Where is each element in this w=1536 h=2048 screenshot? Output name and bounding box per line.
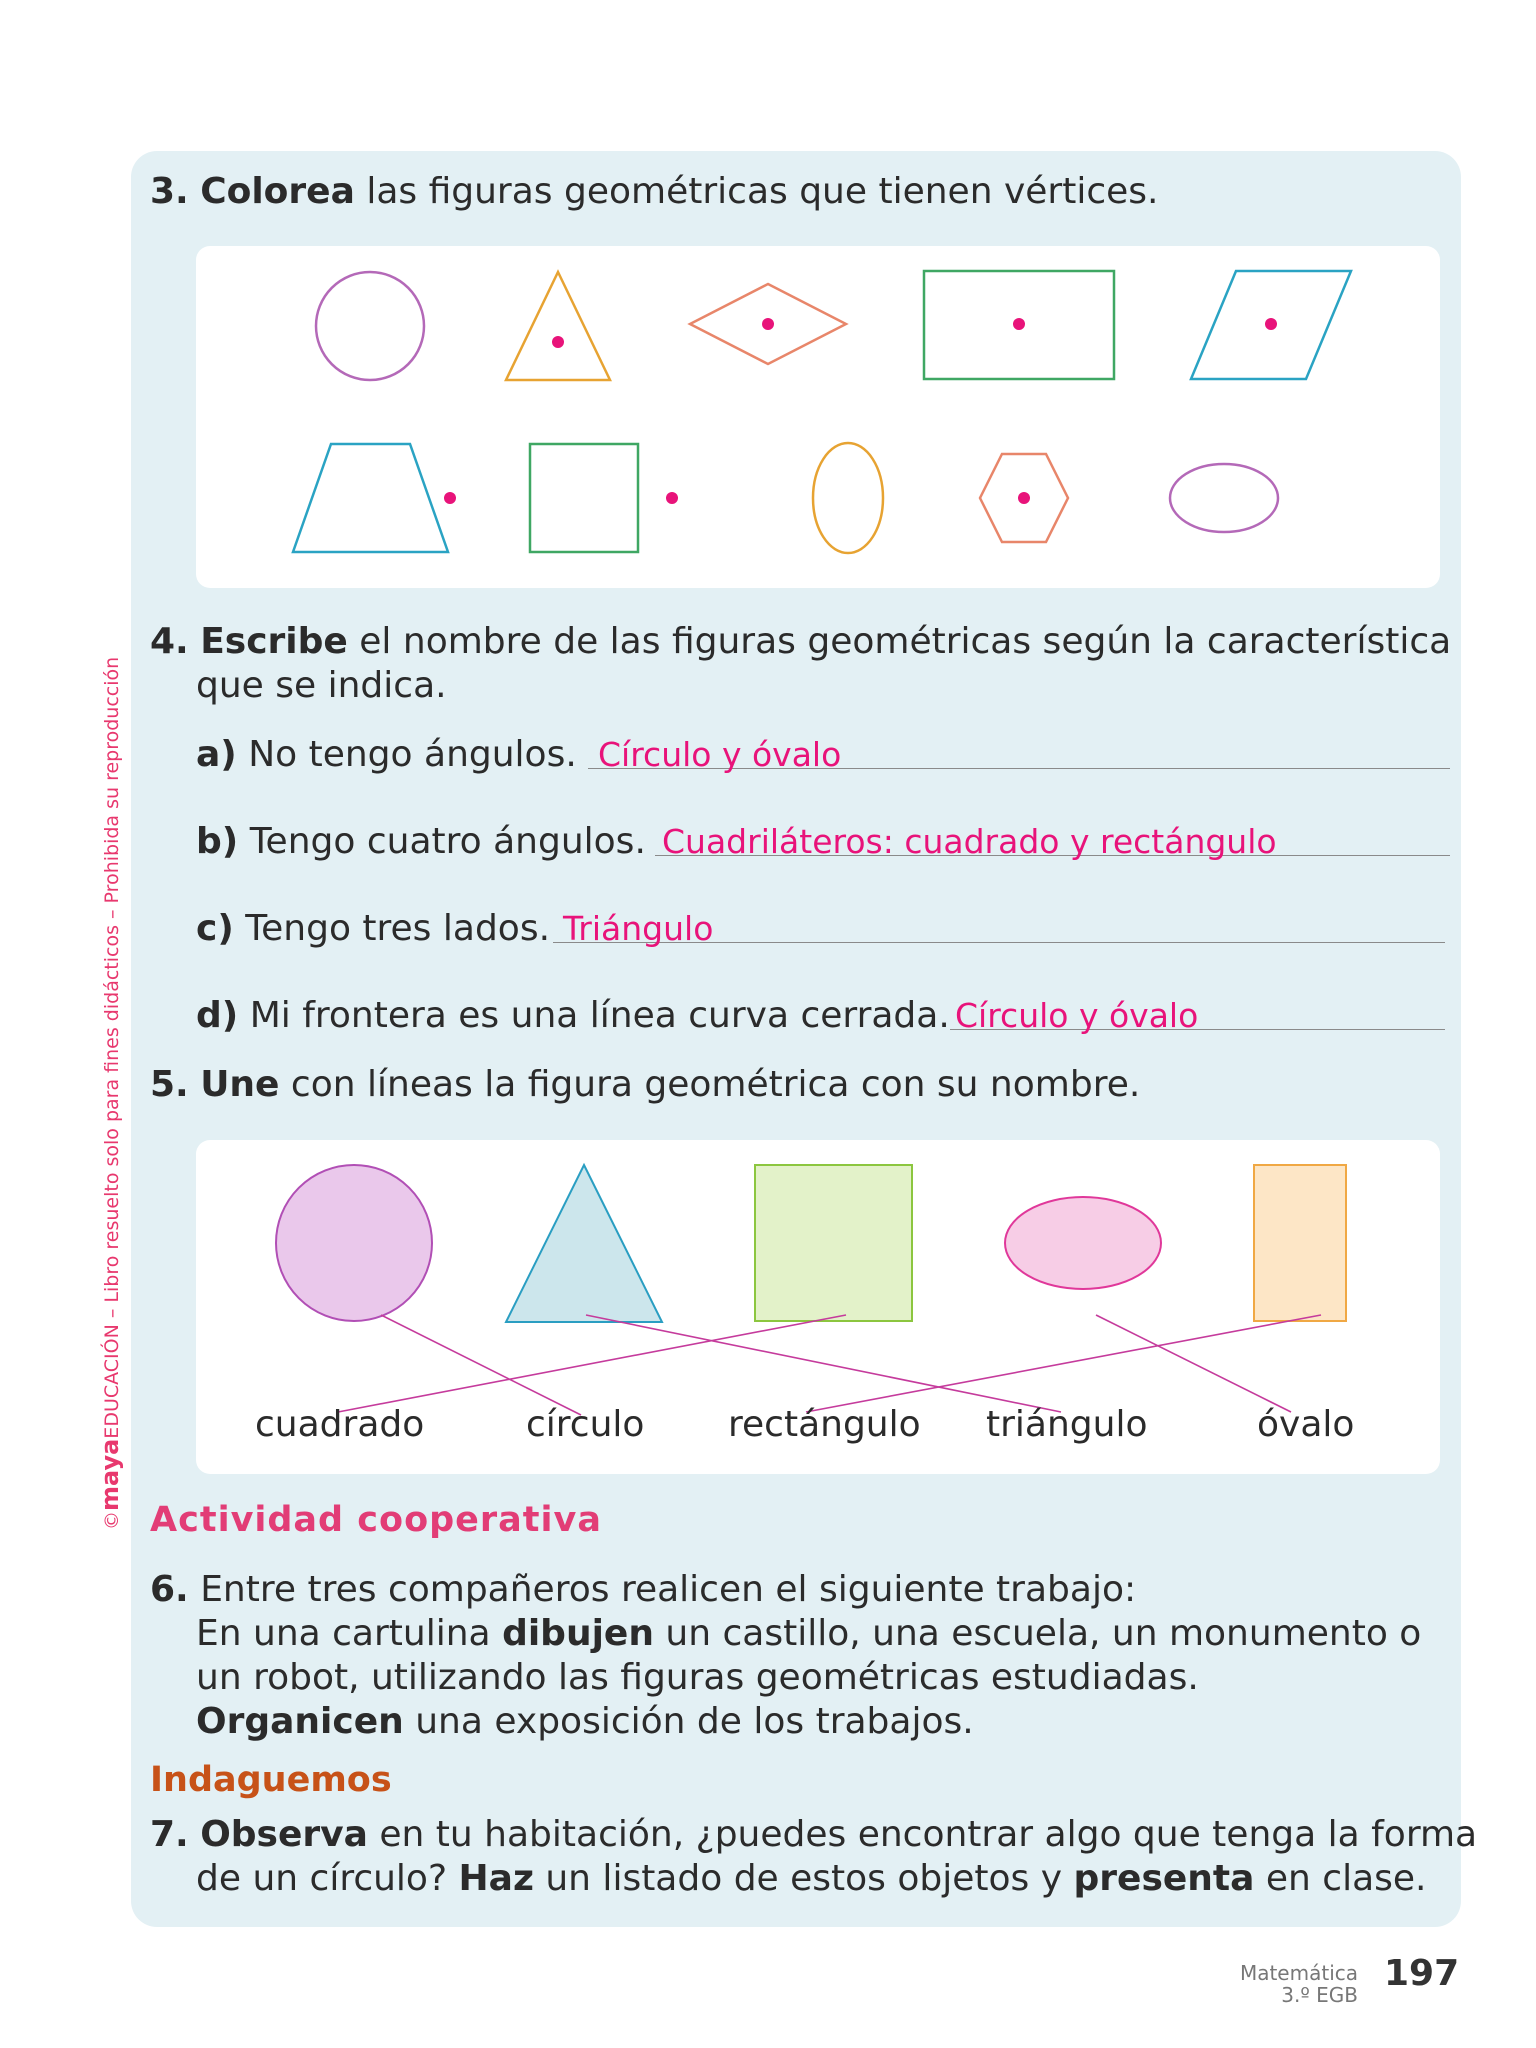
page-number: 197	[1384, 1953, 1460, 1994]
question-6-line4	[196, 1700, 974, 1744]
vertex-dot	[1018, 492, 1030, 504]
answer-4c: Triángulo	[563, 909, 714, 948]
question-text: una exposición de los trabajos.	[415, 1701, 974, 1742]
horizontal-oval-shape	[1170, 464, 1278, 532]
vertex-dot	[1265, 318, 1277, 330]
vertex-dot	[444, 492, 456, 504]
answer-4d: Círculo y óvalo	[955, 996, 1199, 1035]
question-number: 5.	[150, 1064, 189, 1105]
question-verb: presenta	[1073, 1858, 1255, 1899]
question-text: las figuras geométricas que tienen vértices.	[366, 171, 1159, 212]
trapezoid-shape	[293, 444, 448, 552]
match-oval-shape	[1005, 1197, 1161, 1289]
match-line-circle	[381, 1315, 581, 1415]
question-verb: Organicen	[196, 1701, 404, 1742]
match-line-square	[338, 1315, 846, 1412]
question-6-line2	[196, 1612, 1421, 1656]
question-text: En una cartulina	[196, 1613, 491, 1654]
question-verb: Observa	[200, 1814, 368, 1855]
shapes-box-vertices	[196, 246, 1440, 588]
answer-4a: Círculo y óvalo	[598, 735, 842, 774]
vertex-dot	[666, 492, 678, 504]
question-text: un robot, utilizando las figuras geométricas estudiadas.	[196, 1657, 1199, 1698]
section-heading-inquiry: Indaguemos	[150, 1760, 392, 1800]
question-verb: dibujen	[502, 1613, 654, 1654]
item-4d	[196, 994, 950, 1038]
question-text: un listado de estos objetos y	[545, 1858, 1063, 1899]
item-letter: a)	[196, 734, 237, 775]
question-text: de un círculo?	[196, 1858, 448, 1899]
section-heading-cooperative: Actividad cooperativa	[150, 1500, 602, 1540]
triangle-shape	[506, 272, 610, 380]
item-letter: d)	[196, 995, 239, 1036]
item-4b	[196, 820, 646, 864]
question-3	[150, 170, 1158, 214]
question-4-line2	[196, 664, 447, 708]
item-letter: b)	[196, 821, 239, 862]
question-verb: Une	[200, 1064, 280, 1105]
question-number: 6.	[150, 1569, 189, 1610]
question-text: en tu habitación, ¿puedes encontrar algo que tenga la forma	[379, 1814, 1478, 1855]
match-circle-shape	[276, 1165, 432, 1321]
question-6	[150, 1568, 1136, 1612]
question-6-line3	[196, 1656, 1199, 1700]
question-text: Entre tres compañeros realicen el siguiente trabajo:	[200, 1569, 1137, 1610]
sidebar-text: EDUCACIÓN – Libro resuelto solo para fines didácticos – Prohibida su reproducción	[101, 656, 123, 1439]
label-ovalo: óvalo	[1257, 1404, 1355, 1445]
footer-grade: 3.º EGB	[1281, 1983, 1358, 2007]
item-text: Mi frontera es una línea curva cerrada.	[249, 995, 950, 1036]
vertex-dot	[1013, 318, 1025, 330]
question-7-line2	[196, 1857, 1427, 1901]
question-text: que se indica.	[196, 665, 447, 706]
match-triangle-shape	[506, 1165, 662, 1322]
question-text: en clase.	[1265, 1858, 1427, 1899]
brand-logo-text: maya	[96, 1438, 124, 1511]
match-rectangle-shape	[1254, 1165, 1346, 1321]
match-line-triangle	[586, 1315, 1061, 1412]
copyright-sidebar	[96, 657, 124, 1530]
question-number: 7.	[150, 1814, 189, 1855]
item-letter: c)	[196, 908, 234, 949]
label-triangulo: triángulo	[986, 1404, 1148, 1445]
vertex-dot	[762, 318, 774, 330]
item-text: Tengo tres lados.	[245, 908, 551, 949]
question-text: con líneas la figura geométrica con su nombre.	[290, 1064, 1141, 1105]
question-4	[150, 620, 1451, 664]
question-text: un castillo, una escuela, un monumento o	[665, 1613, 1422, 1654]
question-5	[150, 1063, 1140, 1107]
question-number: 4.	[150, 621, 189, 662]
question-verb: Escribe	[200, 621, 348, 662]
copyright-symbol: ©	[101, 1511, 123, 1530]
question-number: 3.	[150, 171, 189, 212]
circle-shape	[316, 272, 424, 380]
label-circulo: círculo	[526, 1404, 645, 1445]
label-cuadrado: cuadrado	[255, 1404, 425, 1445]
item-text: No tengo ángulos.	[248, 734, 577, 775]
match-line-oval	[1096, 1315, 1291, 1412]
footer-subject: Matemática	[1239, 1961, 1358, 1985]
question-verb: Colorea	[200, 171, 355, 212]
item-4c	[196, 907, 550, 951]
shapes-vertices-figure	[196, 246, 1440, 588]
answer-4b: Cuadriláteros: cuadrado y rectángulo	[662, 822, 1277, 861]
item-text: Tengo cuatro ángulos.	[249, 821, 646, 862]
vertical-oval-shape	[813, 443, 883, 553]
item-4a	[196, 733, 577, 777]
question-verb: Haz	[458, 1858, 534, 1899]
question-text: el nombre de las figuras geométricas según la característica	[359, 621, 1452, 662]
matching-box	[196, 1140, 1440, 1474]
question-7	[150, 1813, 1477, 1857]
match-square-shape	[755, 1165, 912, 1321]
vertex-dot	[552, 336, 564, 348]
match-line-rectangle	[806, 1315, 1321, 1412]
square-shape	[530, 444, 638, 552]
label-rectangulo: rectángulo	[728, 1404, 921, 1445]
